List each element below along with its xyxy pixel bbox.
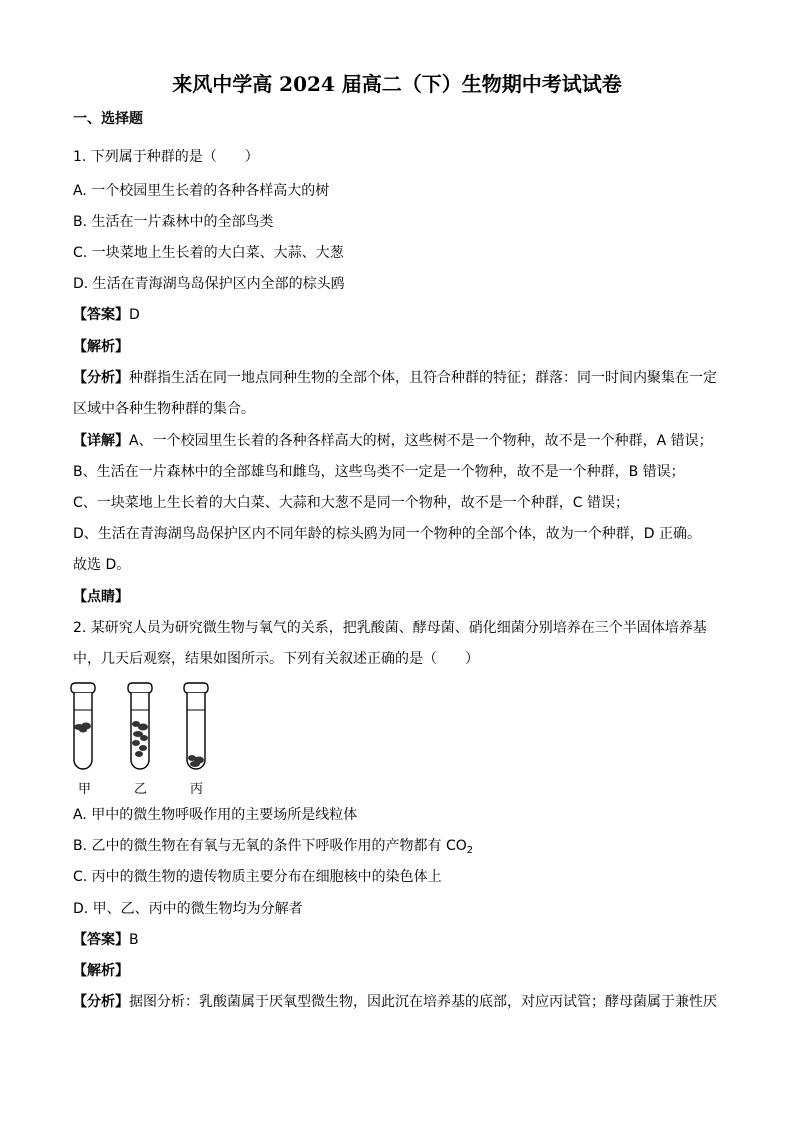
answer-tag: 【答案】 bbox=[73, 932, 129, 948]
page-title: 来风中学高 2024 届高二（下）生物期中考试试卷 bbox=[172, 72, 622, 96]
q2-option-b bbox=[73, 837, 473, 860]
q1-fenxi-line-2: 区域中各种生物种群的集合。 bbox=[73, 401, 255, 417]
q2-option-b-subscript: 2 bbox=[466, 845, 474, 856]
q1-answer bbox=[73, 306, 140, 324]
answer-value: D bbox=[129, 307, 140, 323]
tube-yi bbox=[128, 683, 152, 769]
q1-option-a: A. 一个校园里生长着的各种各样高大的树 bbox=[73, 183, 330, 199]
fenxi-tag: 【分析】 bbox=[73, 370, 129, 386]
q1-xiangjie-line-1 bbox=[73, 432, 713, 450]
q1-option-b: B. 生活在一片森林中的全部鸟类 bbox=[73, 214, 274, 230]
q2-answer bbox=[73, 931, 139, 949]
test-tube-figure bbox=[66, 680, 216, 796]
tube-label-yi: 乙 bbox=[134, 782, 148, 797]
q2-fenxi-line-1 bbox=[73, 993, 717, 1011]
answer-value: B bbox=[129, 932, 139, 948]
tube-label-jia: 甲 bbox=[78, 782, 92, 797]
xiangjie-tag: 【详解】 bbox=[73, 433, 129, 449]
q1-xiangjie-line-5: 故选 D。 bbox=[73, 557, 131, 573]
q2-jiexi-tag: 【解析】 bbox=[73, 963, 129, 979]
fenxi-text: 种群指生活在同一地点同种生物的全部个体，且符合种群的特征；群落：同一时间内聚集在一定 bbox=[129, 370, 717, 386]
q2-option-d: D. 甲、乙、丙中的微生物均为分解者 bbox=[73, 901, 303, 917]
q2-stem-line-2: 中，几天后观察，结果如图所示。下列有关叙述正确的是（ ） bbox=[73, 651, 479, 667]
q1-stem: 1. 下列属于种群的是（ ） bbox=[73, 149, 259, 165]
tube-jia bbox=[71, 683, 95, 769]
q1-fenxi-line-1 bbox=[73, 369, 717, 387]
q1-xiangjie-line-2: B、生活在一片森林中的全部雄鸟和雌鸟，这些鸟类不一定是一个物种，故不是一个种群，B 错误； bbox=[73, 464, 685, 480]
fenxi-text: 据图分析：乳酸菌属于厌氧型微生物，因此沉在培养基的底部，对应丙试管；酵母菌属于兼性厌 bbox=[129, 994, 717, 1010]
q2-option-c: C. 丙中的微生物的遗传物质主要分布在细胞核中的染色体上 bbox=[73, 869, 442, 885]
q2-option-a: A. 甲中的微生物呼吸作用的主要场所是线粒体 bbox=[73, 807, 358, 823]
q1-dianjing-tag: 【点睛】 bbox=[73, 589, 129, 605]
q1-xiangjie-line-4: D、生活在青海湖鸟岛保护区内不同年龄的棕头鸥为同一个物种的全部个体，故为一个种群，D 正确。 bbox=[73, 526, 702, 542]
q1-option-c: C. 一块菜地上生长着的大白菜、大蒜、大葱 bbox=[73, 245, 344, 261]
fenxi-tag: 【分析】 bbox=[73, 994, 129, 1010]
q1-jiexi-tag: 【解析】 bbox=[73, 339, 129, 355]
q2-stem-line-1: 2. 某研究人员为研究微生物与氧气的关系，把乳酸菌、酵母菌、硝化细菌分别培养在三个半固体培养基 bbox=[73, 620, 707, 636]
section-heading: 一、选择题 bbox=[73, 111, 143, 127]
q2-option-b-text: B. 乙中的微生物在有氧与无氧的条件下呼吸作用的产物都有 CO bbox=[73, 838, 467, 854]
answer-tag: 【答案】 bbox=[73, 307, 129, 323]
q1-option-d: D. 生活在青海湖鸟岛保护区内全部的棕头鸥 bbox=[73, 276, 345, 292]
tube-bing bbox=[184, 683, 208, 769]
test-tubes-illustration bbox=[66, 680, 216, 776]
q1-xiangjie-line-3: C、一块菜地上生长着的大白菜、大蒜和大葱不是同一个物种，故不是一个种群，C 错误； bbox=[73, 495, 629, 511]
xiangjie-text: A、一个校园里生长着的各种各样高大的树，这些树不是一个物种，故不是一个种群，A 错误； bbox=[129, 433, 713, 449]
tube-label-bing: 丙 bbox=[190, 782, 204, 797]
